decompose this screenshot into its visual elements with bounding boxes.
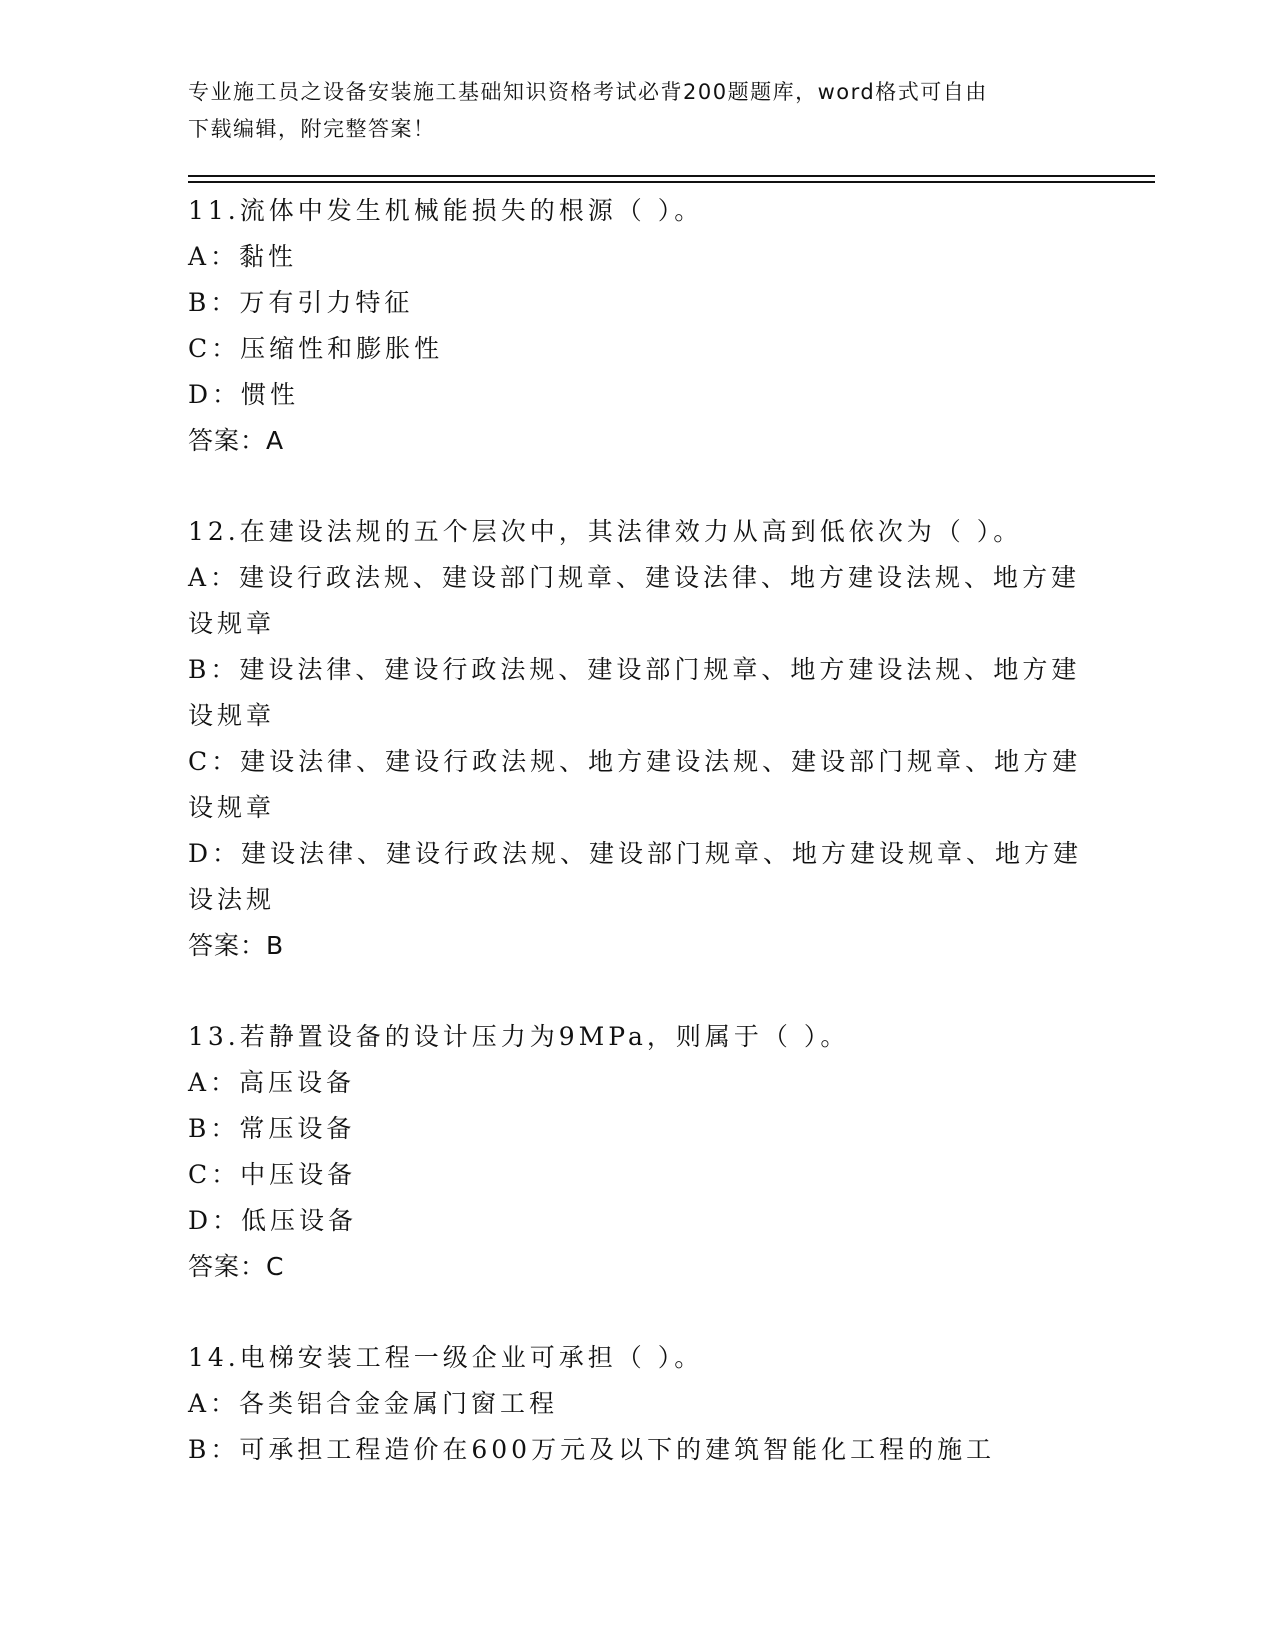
question-14 — [188, 1335, 1098, 1473]
option-a-line-2: 设规章 — [188, 609, 276, 638]
option-b-line-2: 设规章 — [188, 701, 276, 730]
option-d: D：低压设备 — [188, 1206, 358, 1235]
option-a: A：黏性 — [188, 242, 298, 271]
option-c: C：压缩性和膨胀性 — [188, 334, 444, 363]
option-b: B：万有引力特征 — [188, 288, 414, 317]
option-b-line-1: B：建设法律、建设行政法规、建设部门规章、地方建设法规、地方建 — [188, 655, 1081, 684]
option-c-line-2: 设规章 — [188, 793, 276, 822]
answer: 答案：C — [188, 1252, 285, 1281]
option-a-line-1: A：建设行政法规、建设部门规章、建设法律、地方建设法规、地方建 — [188, 563, 1081, 592]
question-list — [188, 188, 1098, 1518]
header-line-1: 专业施工员之设备安装施工基础知识资格考试必背200题题库，word格式可自由 — [188, 80, 988, 104]
header-line-2: 下载编辑，附完整答案！ — [188, 117, 436, 141]
option-b: B：常压设备 — [188, 1114, 356, 1143]
answer: 答案：B — [188, 931, 285, 960]
option-d-line-1: D：建设法律、建设行政法规、建设部门规章、地方建设规章、地方建 — [188, 839, 1083, 868]
answer: 答案：A — [188, 426, 285, 455]
question-11 — [188, 188, 1098, 464]
document-header — [188, 74, 1088, 148]
option-d: D：惯性 — [188, 380, 300, 409]
question-13 — [188, 1014, 1098, 1290]
option-c-line-1: C：建设法律、建设行政法规、地方建设法规、建设部门规章、地方建 — [188, 747, 1082, 776]
question-stem: 14.电梯安装工程一级企业可承担（ ）。 — [188, 1343, 704, 1372]
header-divider-top — [188, 175, 1155, 177]
question-stem: 11.流体中发生机械能损失的根源（ ）。 — [188, 196, 704, 225]
option-a: A：高压设备 — [188, 1068, 356, 1097]
question-12 — [188, 509, 1098, 969]
question-stem: 13.若静置设备的设计压力为9MPa，则属于（ ）。 — [188, 1022, 850, 1051]
option-b: B：可承担工程造价在600万元及以下的建筑智能化工程的施工 — [188, 1435, 996, 1464]
option-c: C：中压设备 — [188, 1160, 357, 1189]
header-divider-bottom — [188, 181, 1155, 183]
option-a: A：各类铝合金金属门窗工程 — [188, 1389, 559, 1418]
option-d-line-2: 设法规 — [188, 885, 276, 914]
question-stem: 12.在建设法规的五个层次中，其法律效力从高到低依次为（ ）。 — [188, 517, 1023, 546]
